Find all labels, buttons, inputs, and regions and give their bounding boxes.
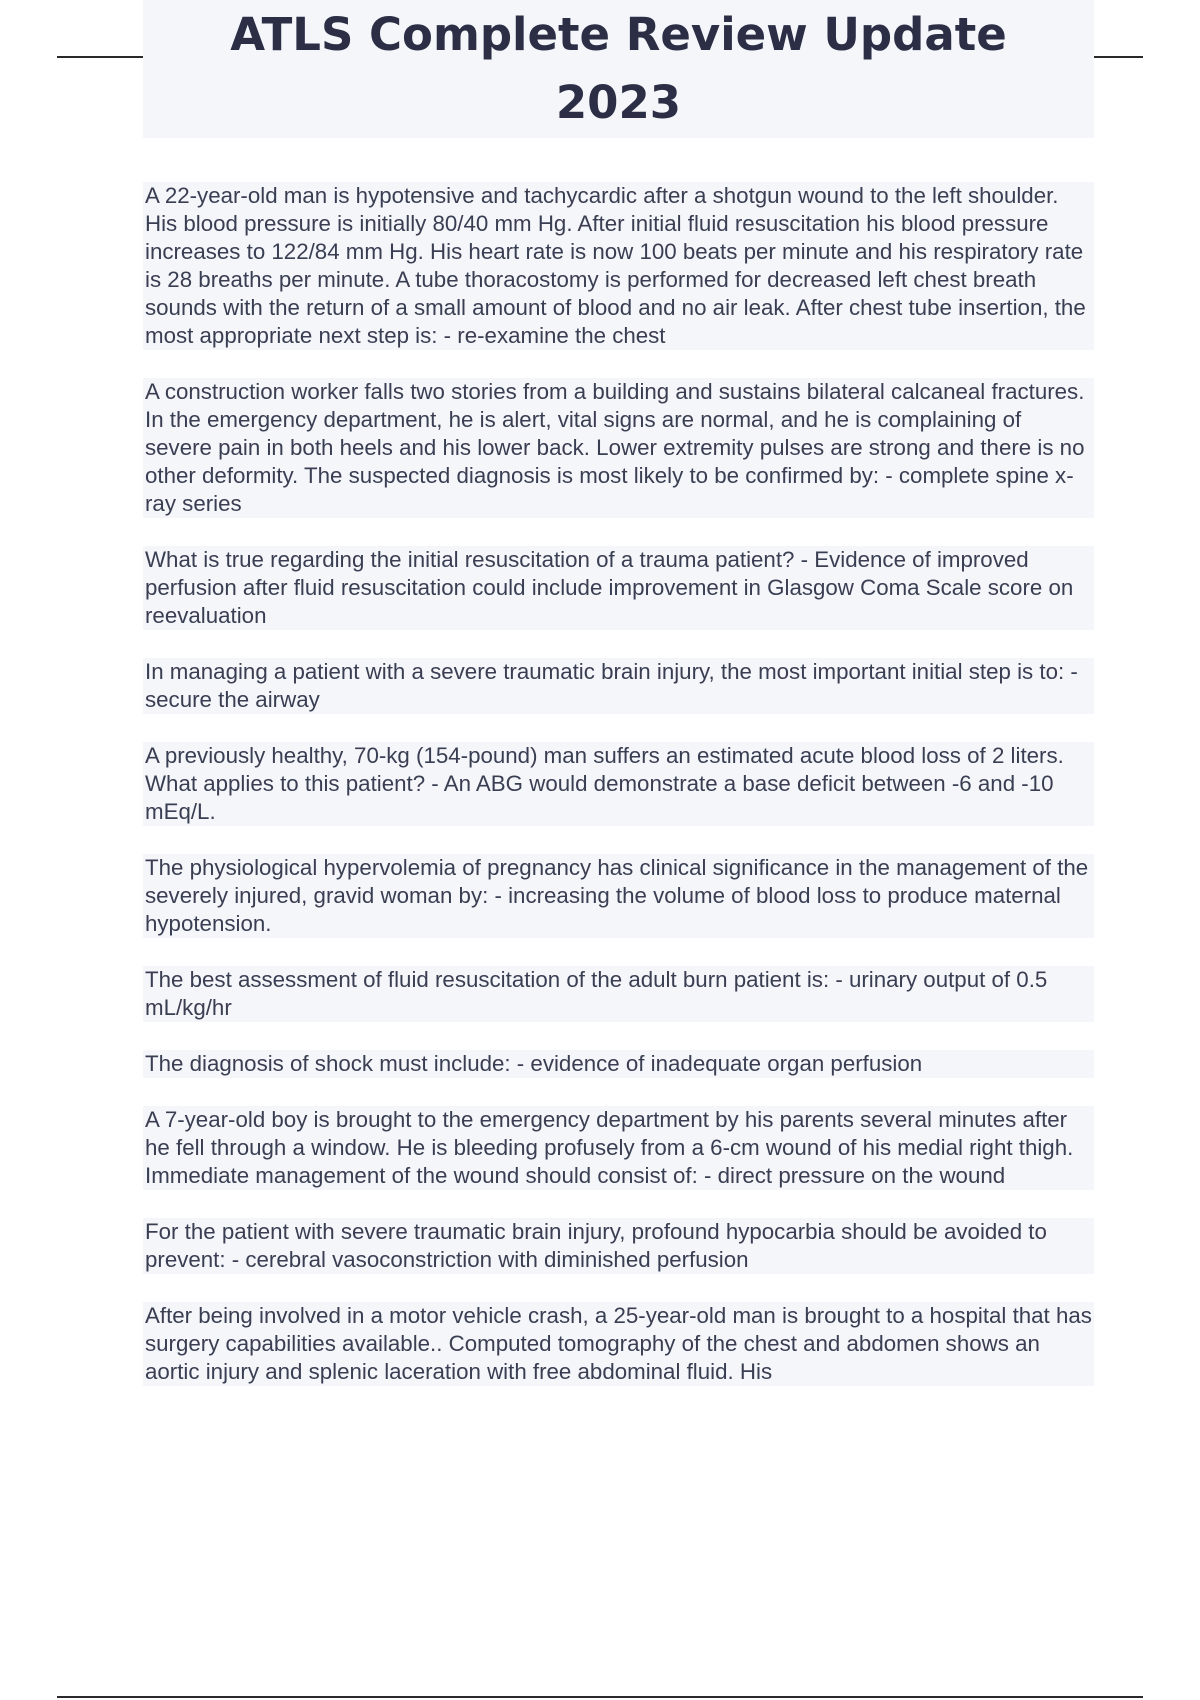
qa-entry-7: The best assessment of fluid resuscitation of the adult burn patient is: - urinary output of 0.5 mL/kg/hr	[143, 966, 1094, 1022]
qa-entry-4: In managing a patient with a severe traumatic brain injury, the most important initial step is to: - secure the airway	[143, 658, 1094, 714]
header-rule-right	[1094, 56, 1143, 58]
document-title: ATLS Complete Review Update 2023	[230, 8, 1007, 129]
qa-entry-5: A previously healthy, 70-kg (154-pound) man suffers an estimated acute blood loss of 2 liters. What applies to this patient? - An ABG would demonstrate a base deficit between -6 and -10 mEq/L.	[143, 742, 1094, 826]
qa-entry-3: What is true regarding the initial resuscitation of a trauma patient? - Evidence of improved perfusion after fluid resuscitation could include improvement in Glasgow Coma Scale score on reevaluation	[143, 546, 1094, 630]
qa-entry-9: A 7-year-old boy is brought to the emergency department by his parents several minutes after he fell through a window. He is bleeding profusely from a 6-cm wound of his medial right thigh. Immediate management of the wound should consist of: - direct pressure on the wound	[143, 1106, 1094, 1190]
footer-rule	[57, 1696, 1143, 1698]
qa-entry-10: For the patient with severe traumatic brain injury, profound hypocarbia should be avoided to prevent: - cerebral vasoconstriction with diminished perfusion	[143, 1218, 1094, 1274]
qa-entry-8: The diagnosis of shock must include: - evidence of inadequate organ perfusion	[143, 1050, 1094, 1078]
document-body	[143, 182, 1094, 1414]
qa-entry-2: A construction worker falls two stories from a building and sustains bilateral calcaneal fractures. In the emergency department, he is alert, vital signs are normal, and he is complaining of severe pain in both heels and his lower back. Lower extremity pulses are strong and there is no other deformity. The suspected diagnosis is most likely to be confirmed by: - complete spine x-ray series	[143, 378, 1094, 518]
qa-entry-1: A 22-year-old man is hypotensive and tachycardic after a shotgun wound to the left shoulder. His blood pressure is initially 80/40 mm Hg. After initial fluid resuscitation his blood pressure increases to 122/84 mm Hg. His heart rate is now 100 beats per minute and his respiratory rate is 28 breaths per minute. A tube thoracostomy is performed for decreased left chest breath sounds with the return of a small amount of blood and no air leak. After chest tube insertion, the most appropriate next step is: - re-examine the chest	[143, 182, 1094, 350]
title-banner	[143, 0, 1094, 138]
qa-entry-6: The physiological hypervolemia of pregnancy has clinical significance in the management of the severely injured, gravid woman by: - increasing the volume of blood loss to produce maternal hypotension.	[143, 854, 1094, 938]
header-rule-left	[57, 56, 143, 58]
qa-entry-11: After being involved in a motor vehicle crash, a 25-year-old man is brought to a hospital that has surgery capabilities available.. Computed tomography of the chest and abdomen shows an aortic injury and splenic laceration with free abdominal fluid. His	[143, 1302, 1094, 1386]
